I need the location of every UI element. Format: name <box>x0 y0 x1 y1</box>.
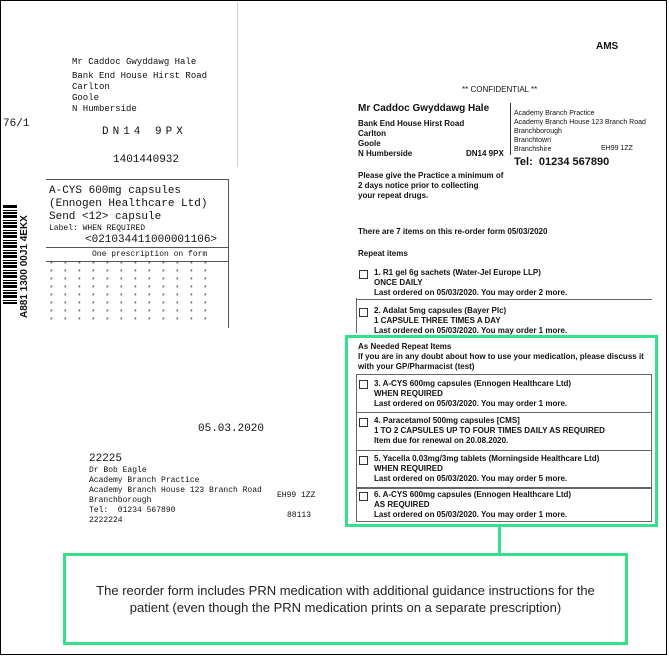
void-dot: * <box>106 293 109 300</box>
void-dot: * <box>148 285 151 292</box>
void-dot: * <box>78 301 81 308</box>
void-dot: * <box>162 317 165 324</box>
void-dot: * <box>64 301 67 308</box>
confidential-label: ** CONFIDENTIAL ** <box>462 85 538 94</box>
rx-address-line: Bank End House Hirst Road <box>72 71 208 81</box>
items-count-line: There are 7 items on this re-order form 05/03/2020 <box>358 227 548 236</box>
void-dot: * <box>176 285 179 292</box>
void-dot: * <box>134 285 137 292</box>
void-dot: * <box>190 285 193 292</box>
void-dot: * <box>134 317 137 324</box>
item-checkbox[interactable] <box>359 270 368 279</box>
rx-barcode-text: <021034411000001106> <box>85 234 218 246</box>
void-dot: * <box>190 277 193 284</box>
void-dot: * <box>120 317 123 324</box>
practice-name: Academy Branch Practice <box>89 476 200 485</box>
form-practice-line: Academy Branch House 123 Branch Road <box>514 119 646 126</box>
form-postcode: DN14 9PX <box>466 149 504 158</box>
void-dot: * <box>106 277 109 284</box>
form-patient-name: Mr Caddoc Gwyddawg Hale <box>358 103 490 114</box>
void-dot: * <box>92 309 95 316</box>
item-divider <box>356 299 652 300</box>
void-dot: * <box>204 309 207 316</box>
void-dot: * <box>78 269 81 276</box>
void-dot: * <box>162 285 165 292</box>
divider <box>237 2 238 167</box>
vertical-code <box>19 215 31 448</box>
void-dot-pattern <box>50 261 228 325</box>
practice-number: 88113 <box>287 511 312 520</box>
void-dot: * <box>176 277 179 284</box>
void-dot: * <box>92 285 95 292</box>
void-dot: * <box>120 269 123 276</box>
void-dot: * <box>148 309 151 316</box>
rx-drug-maker: (Ennogen Healthcare Ltd) <box>49 198 208 210</box>
item-dose: ONCE DAILY <box>374 278 423 287</box>
void-dot: * <box>64 293 67 300</box>
as-needed-item <box>374 454 599 484</box>
as-needed-note-line: If you are in any doubt about how to use your medication, please discuss it <box>358 352 644 361</box>
practice-tel: Tel: 01234 567890 <box>89 506 176 515</box>
void-dot: * <box>78 285 81 292</box>
void-dot: * <box>50 261 53 268</box>
void-dot: * <box>78 261 81 268</box>
void-dot: * <box>78 317 81 324</box>
form-tel: Tel: 01234 567890 <box>514 156 610 168</box>
form-address-line: Bank End House Hirst Road <box>358 119 465 128</box>
form-address-line: Goole <box>358 139 381 148</box>
rx-box-rule <box>46 247 228 248</box>
void-dot: * <box>134 269 137 276</box>
practice-address: Academy Branch House 123 Branch Road <box>89 486 262 495</box>
void-dot: * <box>92 301 95 308</box>
void-dot: * <box>134 277 137 284</box>
void-dot: * <box>106 317 109 324</box>
void-dot: * <box>162 293 165 300</box>
void-dot: * <box>78 277 81 284</box>
void-dot: * <box>190 301 193 308</box>
void-dot: * <box>50 277 53 284</box>
as-needed-note-line: with your GP/Pharmacist (test) <box>358 362 475 371</box>
item-checkbox[interactable] <box>359 418 368 427</box>
item-last-ordered: Last ordered on 05/03/2020. You may order 1 more. <box>374 510 568 519</box>
vertical-code-text: A881 1300 00J1 4EKX <box>19 215 30 318</box>
void-dot: * <box>190 317 193 324</box>
void-dot: * <box>92 261 95 268</box>
item-dose: 1 CAPSULE THREE TIMES A DAY <box>374 316 501 325</box>
ams-label: AMS <box>596 41 619 52</box>
callout-connector <box>498 527 501 553</box>
void-dot: * <box>106 309 109 316</box>
rx-item-details <box>49 185 217 247</box>
void-dot: * <box>148 293 151 300</box>
void-dot: * <box>134 309 137 316</box>
void-dot: * <box>148 269 151 276</box>
rx-patient-block <box>72 57 207 115</box>
item-checkbox[interactable] <box>359 308 368 317</box>
item-title: 6. A-CYS 600mg capsules (Ennogen Healthcare Ltd) <box>374 490 572 499</box>
form-practice-postcode: EH99 1ZZ <box>601 145 633 152</box>
rx-postcode: DN14 9PX <box>102 126 187 138</box>
void-dot: * <box>190 309 193 316</box>
void-dot: * <box>204 285 207 292</box>
void-dot: * <box>134 261 137 268</box>
void-dot: * <box>92 293 95 300</box>
void-dot: * <box>176 261 179 268</box>
divider <box>510 103 511 155</box>
void-dot: * <box>134 293 137 300</box>
void-dot: * <box>204 269 207 276</box>
item-checkbox[interactable] <box>359 456 368 465</box>
void-dot: * <box>176 301 179 308</box>
form-ref: 76/1 <box>3 118 30 130</box>
void-dot: * <box>92 317 95 324</box>
void-dot: * <box>64 285 67 292</box>
void-dot: * <box>204 317 207 324</box>
void-dot: * <box>64 261 67 268</box>
void-dot: * <box>78 309 81 316</box>
void-dot: * <box>106 269 109 276</box>
form-practice-line: Academy Branch Practice <box>514 110 595 117</box>
notice-line: 2 days notice prior to collecting <box>358 181 479 190</box>
void-dot: * <box>120 285 123 292</box>
void-dot: * <box>50 309 53 316</box>
rx-date: 05.03.2020 <box>198 423 265 435</box>
void-dot: * <box>176 293 179 300</box>
rx-send-quantity: Send <12> capsule <box>49 211 162 223</box>
form-address-line: Carlton <box>358 129 386 138</box>
rx-address-line: N Humberside <box>72 104 137 114</box>
void-dot: * <box>176 269 179 276</box>
item-last-ordered: Item due for renewal on 20.08.2020. <box>374 436 509 445</box>
void-dot: * <box>92 277 95 284</box>
nhs-number: 1401440932 <box>113 154 180 166</box>
item-last-ordered: Last ordered on 05/03/2020. You may order 5 more. <box>374 474 568 483</box>
void-dot: * <box>176 317 179 324</box>
void-dot: * <box>204 277 207 284</box>
void-dot: * <box>190 261 193 268</box>
void-dot: * <box>148 317 151 324</box>
prescriber-name: Dr Bob Eagle <box>89 466 147 475</box>
void-dot: * <box>204 261 207 268</box>
rx-practice-postcode: EH99 1ZZ <box>277 491 316 500</box>
void-dot: * <box>190 293 193 300</box>
item-checkbox[interactable] <box>359 380 368 389</box>
void-dot: * <box>162 261 165 268</box>
callout-text: The reorder form includes PRN medication with additional guidance instructions for the patient (even though the PRN medication prints on a separate prescription) <box>96 583 595 615</box>
prescriber-block <box>89 453 262 526</box>
void-dot: * <box>120 309 123 316</box>
item-title: 4. Paracetamol 500mg capsules [CMS] <box>374 416 520 425</box>
notice-block <box>358 171 503 201</box>
void-dot: * <box>106 301 109 308</box>
void-dot: * <box>120 261 123 268</box>
barcode <box>3 204 17 304</box>
notice-line: your repeat drugs. <box>358 191 429 200</box>
rx-address-line: Goole <box>72 93 100 103</box>
practice-town: Branchborough <box>89 496 152 505</box>
void-dot: * <box>120 293 123 300</box>
item-checkbox[interactable] <box>359 492 368 501</box>
void-dot: * <box>162 309 165 316</box>
item-dose: 1 TO 2 CAPSULES UP TO FOUR TIMES DAILY AS REQUIRED <box>374 426 605 435</box>
practice-code: 2222224 <box>89 516 123 525</box>
void-dot: * <box>162 301 165 308</box>
void-dot: * <box>162 277 165 284</box>
rx-address-line: Carlton <box>72 82 110 92</box>
rx-label: Label: WHEN REQUIRED <box>49 224 146 233</box>
form-address-line: N Humberside <box>358 149 413 158</box>
void-dot: * <box>134 301 137 308</box>
void-dot: * <box>204 301 207 308</box>
item-last-ordered: Last ordered on 05/03/2020. You may order 2 more. <box>374 288 568 297</box>
item-title: 3. A-CYS 600mg capsules (Ennogen Healthcare Ltd) <box>374 379 572 388</box>
void-dot: * <box>106 261 109 268</box>
repeat-heading: Repeat items <box>358 249 408 258</box>
prescriber-code: 22225 <box>89 453 123 465</box>
item-dose: WHEN REQUIRED <box>374 464 443 473</box>
item-last-ordered: Last ordered on 05/03/2020. You may order 1 more. <box>374 326 568 335</box>
void-dot: * <box>92 269 95 276</box>
notice-line: Please give the Practice a minimum of <box>358 171 504 180</box>
form-practice-line: Branchtown <box>514 137 551 144</box>
void-dot: * <box>148 277 151 284</box>
as-needed-item <box>374 490 571 520</box>
void-dot: * <box>64 277 67 284</box>
void-dot: * <box>50 317 53 324</box>
void-dot: * <box>64 309 67 316</box>
item-dose: AS REQUIRED <box>374 500 430 509</box>
void-dot: * <box>50 269 53 276</box>
void-dot: * <box>50 301 53 308</box>
item-title: 2. Adalat 5mg capsules (Bayer Plc) <box>374 306 507 315</box>
repeat-item <box>374 306 567 336</box>
void-dot: * <box>120 301 123 308</box>
void-dot: * <box>64 269 67 276</box>
void-dot: * <box>176 309 179 316</box>
item-dose: WHEN REQUIRED <box>374 389 443 398</box>
rx-drug-name: A-CYS 600mg capsules <box>49 185 182 197</box>
item-title: 5. Yacella 0.03mg/3mg tablets (Morningside Healthcare Ltd) <box>374 454 600 463</box>
as-needed-note <box>358 352 644 372</box>
void-dot: * <box>50 285 53 292</box>
void-dot: * <box>78 293 81 300</box>
repeat-item <box>374 268 567 298</box>
item-divider <box>356 298 357 333</box>
void-dot: * <box>162 269 165 276</box>
void-dot: * <box>50 293 53 300</box>
void-dot: * <box>64 317 67 324</box>
one-rx-note: One prescription on form <box>92 250 208 259</box>
item-last-ordered: Last ordered on 05/03/2020. You may order 1 more. <box>374 399 568 408</box>
as-needed-heading: As Needed Repeat Items <box>358 342 452 351</box>
form-practice-line: Branchshire <box>514 146 552 153</box>
void-dot: * <box>106 285 109 292</box>
void-dot: * <box>148 261 151 268</box>
void-dot: * <box>148 301 151 308</box>
rx-patient-name: Mr Caddoc Gwyddawg Hale <box>72 57 197 67</box>
form-practice-line: Branchborough <box>514 128 562 135</box>
as-needed-item <box>374 379 571 409</box>
void-dot: * <box>204 293 207 300</box>
as-needed-item <box>374 416 605 446</box>
void-dot: * <box>190 269 193 276</box>
void-dot: * <box>120 277 123 284</box>
item-title: 1. R1 gel 6g sachets (Water-Jel Europe LLP) <box>374 268 541 277</box>
callout-box <box>63 553 628 645</box>
